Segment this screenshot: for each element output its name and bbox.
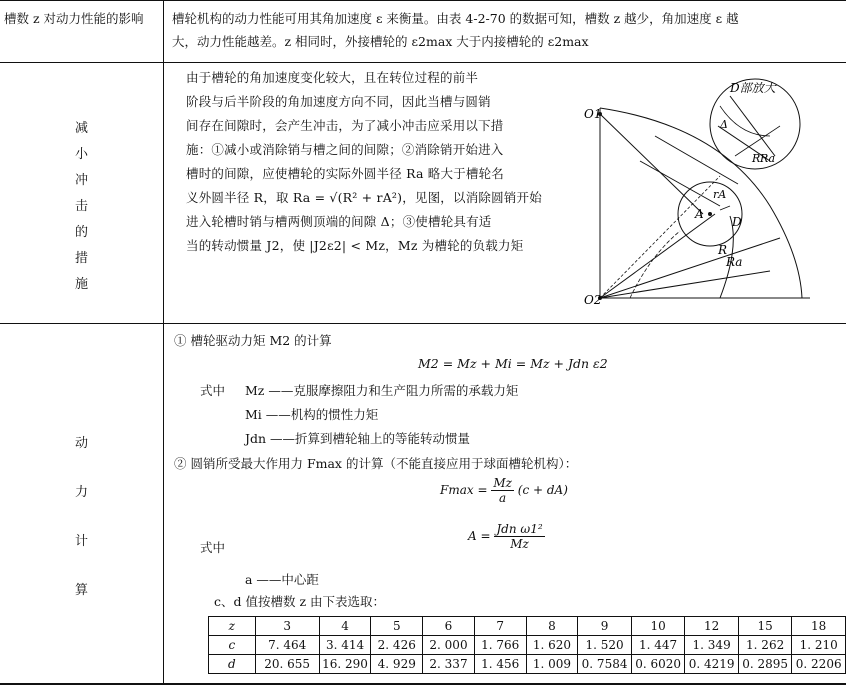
row2-label bbox=[0, 118, 163, 300]
fmax-lhs: Fmax = bbox=[440, 483, 488, 497]
table-cell: 1. 620 bbox=[526, 636, 578, 655]
figure-label-a: A bbox=[695, 207, 704, 221]
row2-paragraph bbox=[186, 66, 586, 258]
table-cell: 7. 464 bbox=[255, 636, 319, 655]
row3-label-char: 算 bbox=[74, 583, 88, 598]
table-cell: 0. 7584 bbox=[578, 655, 632, 674]
row2-label-char: 措 bbox=[74, 251, 88, 266]
table-cell: z bbox=[209, 617, 256, 636]
table-cell: 2. 000 bbox=[423, 636, 475, 655]
table-cell: 5 bbox=[371, 617, 423, 636]
row3-label-char: 动 bbox=[74, 436, 88, 451]
row3-label-char: 计 bbox=[74, 534, 88, 549]
table-cell: c bbox=[209, 636, 256, 655]
table-cell: 1. 456 bbox=[474, 655, 526, 674]
a-num: Jdn ω1² bbox=[496, 522, 543, 536]
table-row-d bbox=[209, 655, 846, 674]
row1-bottom-border bbox=[0, 62, 846, 63]
figure-label-r-zoom: R bbox=[752, 152, 761, 165]
table-cell: 1. 447 bbox=[631, 636, 685, 655]
def-jdn: Jdn ——折算到槽轮轴上的等能转动惯量 bbox=[245, 431, 471, 446]
paragraph-line: 当的转动惯量 J2，使 |J2ε2| < Mz，Mz 为槽轮的负载力矩 bbox=[186, 238, 524, 253]
figure-label-r: R bbox=[718, 243, 728, 257]
figure-label-d-zoom: D部放大 bbox=[730, 81, 776, 95]
figure-label-ra: Ra bbox=[726, 255, 743, 269]
table-cell: 15 bbox=[738, 617, 792, 636]
row2-label-char: 小 bbox=[74, 147, 88, 162]
table-cell: d bbox=[209, 655, 256, 674]
item2-title: ② 圆销所受最大作用力 Fmax 的计算（不能直接应用于球面槽轮机构）： bbox=[174, 456, 578, 471]
paragraph-line: 槽时的间隙，应使槽轮的实际外圆半径 Ra 略大于槽轮名 bbox=[186, 166, 504, 181]
table-cell: 12 bbox=[685, 617, 739, 636]
paragraph-line: 间存在间隙时，会产生冲击，为了减小冲击应采用以下措 bbox=[186, 118, 504, 133]
column-divider bbox=[163, 0, 164, 684]
table-cell: 9 bbox=[578, 617, 632, 636]
a-lhs: A = bbox=[468, 529, 491, 543]
row2-bottom-border bbox=[0, 323, 846, 324]
row2-label-char: 击 bbox=[74, 199, 88, 214]
table-cell: 0. 4219 bbox=[685, 655, 739, 674]
figure-label-d: D bbox=[732, 215, 742, 229]
row3-label-char: 力 bbox=[74, 485, 88, 500]
table-cell: 1. 210 bbox=[792, 636, 846, 655]
table-cell: 0. 2895 bbox=[738, 655, 792, 674]
table-cell: 3. 414 bbox=[319, 636, 371, 655]
formula-fmax bbox=[440, 476, 568, 505]
table-cell: 1. 262 bbox=[738, 636, 792, 655]
def-a: a ——中心距 bbox=[245, 572, 319, 587]
where-label-2: 式中 bbox=[200, 540, 226, 555]
slot-wheel-figure bbox=[570, 66, 846, 320]
table-cell: 10 bbox=[631, 617, 685, 636]
table-cell: 1. 009 bbox=[526, 655, 578, 674]
def-mz: Mz ——克服摩擦阻力和生产阻力所需的承载力矩 bbox=[245, 383, 519, 398]
table-cell: 2. 426 bbox=[371, 636, 423, 655]
figure-label-delta: Δ bbox=[720, 118, 728, 131]
table-cell: 1. 349 bbox=[685, 636, 739, 655]
formula-m2: M2 = Mz + Mi = Mz + Jdn ε2 bbox=[418, 356, 608, 371]
fmax-num: Mz bbox=[493, 476, 512, 490]
table-cell: 7 bbox=[474, 617, 526, 636]
table-cell: 18 bbox=[792, 617, 846, 636]
bottom-border bbox=[0, 683, 846, 685]
row1-label: 槽数 z 对动力性能的影响 bbox=[4, 11, 144, 26]
where-label: 式中 bbox=[200, 383, 226, 398]
row1-text-line1: 槽轮机构的动力性能可用其角加速度 ε 来衡量。由表 4-2-70 的数据可知，槽数 z 越少，角加速度 ε 越 bbox=[172, 11, 739, 26]
table-cell: 1. 766 bbox=[474, 636, 526, 655]
row2-label-char: 冲 bbox=[74, 173, 88, 188]
table-cell: 4 bbox=[319, 617, 371, 636]
table-cell: 16. 290 bbox=[319, 655, 371, 674]
paragraph-line: 阶段与后半阶段的角加速度方向不同，因此当槽与圆销 bbox=[186, 94, 491, 109]
row1-text-line2: 大，动力性能越差。z 相同时，外接槽轮的 ε2max 大于内接槽轮的 ε2max bbox=[172, 34, 589, 49]
table-cell: 0. 2206 bbox=[792, 655, 846, 674]
row3-label bbox=[0, 432, 163, 628]
paragraph-line: 义外圆半径 R，取 Ra = √(R² + rA²)，见图，以消除圆销开始 bbox=[186, 190, 542, 205]
figure-label-o1: O1 bbox=[584, 107, 602, 121]
table-row-z bbox=[209, 617, 846, 636]
row2-label-char: 的 bbox=[74, 225, 88, 240]
table-cell: 2. 337 bbox=[423, 655, 475, 674]
row2-label-char: 减 bbox=[74, 121, 88, 136]
fmax-tail: (c + dA) bbox=[517, 483, 568, 497]
top-border bbox=[0, 0, 846, 1]
formula-a bbox=[468, 522, 545, 551]
a-den: Mz bbox=[510, 537, 529, 551]
item1-title: ① 槽轮驱动力矩 M2 的计算 bbox=[174, 333, 332, 348]
figure-label-o2: O2 bbox=[584, 293, 602, 307]
figure-label-ra-zoom: Ra bbox=[760, 152, 776, 165]
table-cell: 0. 6020 bbox=[631, 655, 685, 674]
row2-label-char: 施 bbox=[74, 277, 88, 292]
table-row-c bbox=[209, 636, 846, 655]
paragraph-line: 进入轮槽时销与槽两侧顶端的间隙 Δ；③使槽轮具有适 bbox=[186, 214, 492, 229]
cd-table bbox=[208, 616, 846, 674]
table-cell: 20. 655 bbox=[255, 655, 319, 674]
table-cell: 8 bbox=[526, 617, 578, 636]
figure-label-ra-small: rA bbox=[713, 188, 727, 201]
table-cell: 1. 520 bbox=[578, 636, 632, 655]
paragraph-line: 施：①减小或消除销与槽之间的间隙；②消除销开始进入 bbox=[186, 142, 504, 157]
paragraph-line: 由于槽轮的角加速度变化较大，且在转位过程的前半 bbox=[186, 70, 479, 85]
def-mi: Mi ——机构的惯性力矩 bbox=[245, 407, 379, 422]
table-cell: 4. 929 bbox=[371, 655, 423, 674]
cd-note: c、d 值按槽数 z 由下表选取： bbox=[214, 594, 386, 609]
table-cell: 3 bbox=[255, 617, 319, 636]
fmax-den: a bbox=[499, 491, 507, 505]
table-cell: 6 bbox=[423, 617, 475, 636]
